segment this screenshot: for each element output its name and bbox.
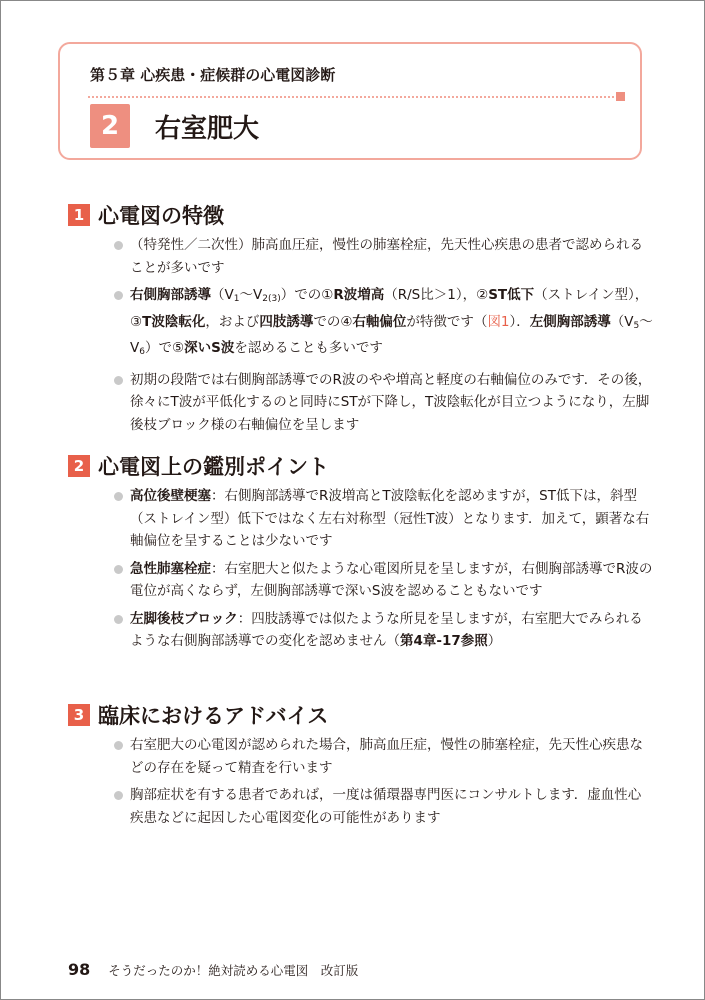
section-differential-points [68, 451, 658, 658]
list-item: 胸部症状を有する患者であれば，一度は循環器専門医にコンサルトします．虚血性心疾患などに起因した心電図変化の可能性があります [114, 784, 654, 829]
list-item: （特発性／二次性）肺高血圧症，慢性の肺塞栓症，先天性心疾患の患者で認められることが多いです [114, 234, 654, 279]
chapter-divider [88, 96, 622, 98]
page-number: 98 [68, 960, 91, 979]
list-item: 右側胸部誘導$(V_1\sim V_{2(3)})$での①R波増高（R/S比＞1），②ST低下（ストレイン型），③T波陰転化，および四肢誘導での④右軸偏位が特徴です（図1）．左側胸部誘導$(V_5\sim V_6)$で⑤深いS波を認めることも多いです [114, 284, 654, 364]
section-title: 臨床におけるアドバイス [98, 704, 329, 728]
list-item: 初期の段階では右側胸部誘導でのR波のやや増高と軽度の右軸偏位のみです．その後，徐々にT波が平低化するのと同時にSTが下降し，T波陰転化が目立つようになり，左脚後枝ブロック様の右軸偏位を呈します [114, 369, 654, 437]
section-title: 心電図上の鑑別ポイント [98, 455, 329, 479]
list-item: 急性肺塞栓症：右室肥大と似たような心電図所見を呈しますが，右側胸部誘導でR波の電位が高くならず，左側胸部誘導で深いS波を認めることもないです [114, 558, 654, 603]
page-title: 右室肥大 [155, 114, 260, 144]
section-ecg-features [68, 200, 658, 441]
page-footer [68, 960, 358, 979]
figure-reference-link[interactable]: 図1 [487, 313, 510, 330]
chapter-label: 第５章 心疾患・症候群の心電図診断 [90, 66, 336, 84]
chapter-number-badge: 2 [90, 104, 130, 148]
list-item: 高位後壁梗塞：右側胸部誘導でR波増高とT波陰転化を認めますが，ST低下は，斜型（ストレイン型）低下ではなく左右対称型（冠性T波）となります．加えて，顕著な右軸偏位を呈することは少ないです [114, 485, 654, 553]
chapter-header [58, 42, 642, 160]
section-heading [68, 700, 658, 730]
section-number-badge: 2 [68, 455, 90, 477]
list-item: 左脚後枝ブロック：四肢誘導では似たような所見を呈しますが，右室肥大でみられるような右側胸部誘導での変化を認めません（第4章-17参照） [114, 608, 654, 653]
section-heading [68, 451, 658, 481]
list-item: 右室肥大の心電図が認められた場合，肺高血圧症，慢性の肺塞栓症，先天性心疾患などの存在を疑って精査を行います [114, 734, 654, 779]
section-title: 心電図の特徴 [98, 204, 224, 228]
bullet-list [68, 485, 658, 653]
chapter-reference: 第4章-17参照 [400, 633, 488, 649]
bullet-list [68, 234, 658, 436]
section-heading [68, 200, 658, 230]
divider-end-square [616, 92, 625, 101]
book-title: そうだったのか！絶対読める心電図 改訂版 [108, 963, 359, 978]
section-number-badge: 3 [68, 704, 90, 726]
section-number-badge: 1 [68, 204, 90, 226]
bullet-list [68, 734, 658, 829]
section-clinical-advice [68, 700, 658, 834]
